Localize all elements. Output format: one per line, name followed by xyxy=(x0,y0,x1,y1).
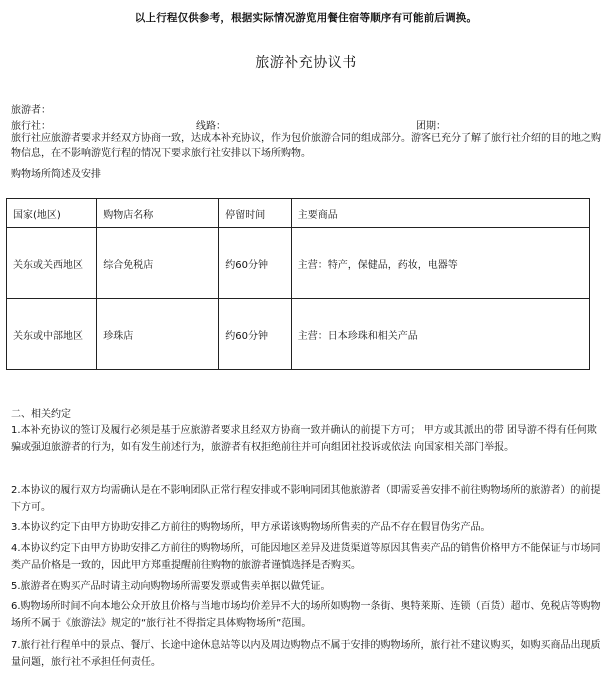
group-date-field: 团期： xyxy=(416,121,446,132)
table-header-row xyxy=(7,199,590,228)
rule-item: 6.购物场所时间不向本地公众开放且价格与当地市场均价差异不大的场所如购物一条街、奥特莱斯、连锁（百货）超市、免税店等购物场所不属于《旅游法》规定的“旅行社不得指定具体购物场所”范围。 xyxy=(11,601,601,629)
rule-item: 2.本协议的履行双方均需确认是在不影响团队正常行程安排或不影响同团其他旅游者（即需妥善安排不前往购物场所的旅游者）的前提下方可。 xyxy=(11,485,601,513)
table-cell: 约60分钟 xyxy=(219,228,291,299)
rule-item: 5.旅游者在购买产品时请主动向购物场所需要发票或售卖单据以做凭证。 xyxy=(11,581,331,592)
table-row xyxy=(7,299,590,370)
rule-item: 3.本协议约定下由甲方协助安排乙方前往的购物场所，甲方承诺该购物场所售卖的产品不存在假冒伪劣产品。 xyxy=(11,522,491,533)
table-cell: 关东或中部地区 xyxy=(7,299,97,370)
intro-paragraph: 旅行社应旅游者要求并经双方协商一致，达成本补充协议，作为包价旅游合同的组成部分。游客已充分了解了旅行社介绍的目的地之购物信息，在不影响游览行程的情况下要求旅行社安排以下场所购物。 xyxy=(11,133,601,159)
rule-item: 1.本补充协议的签订及履行必须是基于应旅游者要求且经双方协商一致并确认的前提下方可； 甲方或其派出的带 团导游不得有任何欺骗或强迫旅游者的行为，如有发生前述行为，旅游者有权拒绝前往并可向组团社投诉或依法 向国家相关部门举报。 xyxy=(11,425,597,453)
shops-caption: 购物场所简述及安排 xyxy=(11,169,101,180)
table-header-cell: 停留时间 xyxy=(219,199,291,228)
route-field: 线路： xyxy=(196,121,226,132)
itinerary-notice: 以上行程仅供参考，根据实际情况游览用餐住宿等顺序有可能前后调换。 xyxy=(134,12,478,24)
table-cell: 约60分钟 xyxy=(219,299,291,370)
table-header-cell: 购物店名称 xyxy=(97,199,219,228)
page-title: 旅游补充协议书 xyxy=(255,55,357,71)
table-row xyxy=(7,228,590,299)
traveler-field: 旅游者： xyxy=(11,105,51,116)
section-title: 二、相关约定 xyxy=(11,409,71,420)
table-cell: 珍珠店 xyxy=(97,299,219,370)
rule-item: 4.本协议约定下由甲方协助安排乙方前往的购物场所，可能因地区差异及进货渠道等原因其售卖产品的销售价格甲方不能保证与市场同类产品价格是一致的，因此甲方郑重提醒前往购物的旅游者谨慎选择是否购买。 xyxy=(11,543,601,571)
table-cell: 综合免税店 xyxy=(97,228,219,299)
table-cell: 主营：日本珍珠和相关产品 xyxy=(291,299,589,370)
shopping-table xyxy=(6,198,590,370)
table-cell: 主营：特产，保健品，药妆，电器等 xyxy=(291,228,589,299)
rule-item: 7.旅行社行程单中的景点、餐厅、长途中途休息站等以内及周边购物点不属于安排的购物场所，旅行社不建议购买，如购买商品出现质量问题，旅行社不承担任何责任。 xyxy=(11,640,601,668)
table-header-cell: 主要商品 xyxy=(291,199,589,228)
table-cell: 关东或关西地区 xyxy=(7,228,97,299)
agency-field: 旅行社： xyxy=(11,121,51,132)
table-header-cell: 国家(地区) xyxy=(7,199,97,228)
